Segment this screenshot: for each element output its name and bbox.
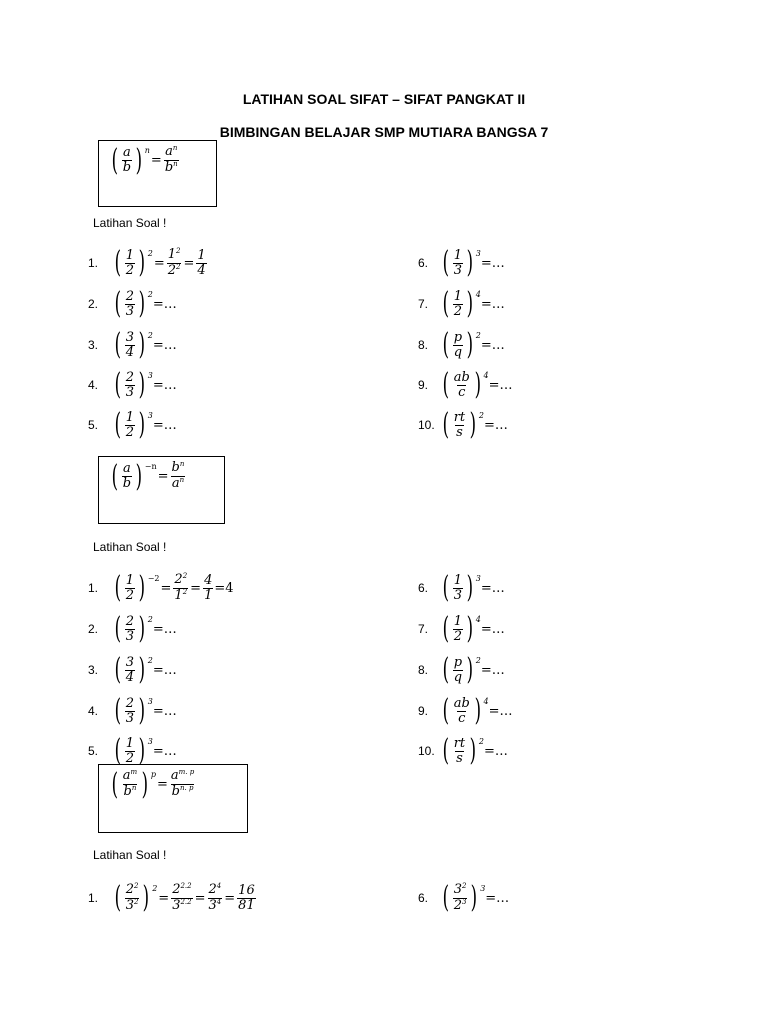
exercise-item: 4. ( $\frac{2}{3}$ ) 3 =… [88,693,177,728]
rule-formula: ( $\frac{a}{b}$ ) n = $\frac{a^n}{b^n}$ [111,142,178,178]
exercise-item: 2. ( $\frac{2}{3}$ ) 2 =… [88,611,177,646]
rule-box-power-of-quotient [98,140,217,207]
exercise-item: 1. ( $\frac{2^2}{3^2}$ ) 2 = $\frac{2^{2.2}}{3^{2.2}}$ = $\frac{2^4}{3^4}$ = $\frac{16}{81}$ [88,880,255,915]
exercise-item: 8. ( $\frac{p}{q}$ ) 2 =… [418,652,505,687]
exercise-item: 1. ( $\frac{1}{2}$ ) 2 = $\frac{1^2}{2^2}$ = $\frac{1}{4}$ [88,245,206,280]
page-title: LATIHAN SOAL SIFAT – SIFAT PANGKAT II [242,91,526,107]
exercise-item: 3. ( $\frac{3}{4}$ ) 2 =… [88,652,177,687]
exercise-item: 6. ( $\frac{1}{3}$ ) 3 =… [418,245,505,280]
exercise-item: 10. ( $\frac{rt}{s}$ ) 2 =… [418,733,508,768]
page-subtitle: BIMBINGAN BELAJAR SMP MUTIARA BANGSA 7 [219,124,549,140]
exercise-item: 4. ( $\frac{2}{3}$ ) 3 =… [88,367,177,402]
rule-formula: ( $\frac{a}{b}$ ) −n = $\frac{b^n}{a^n}$ [111,458,185,494]
exercise-item: 9. ( $\frac{ab}{c}$ ) 4 =… [418,693,513,728]
exercise-item: 5. ( $\frac{1}{2}$ ) 3 =… [88,407,177,442]
exercise-item: 8. ( $\frac{p}{q}$ ) 2 =… [418,327,505,362]
exercise-item: 7. ( $\frac{1}{2}$ ) 4 =… [418,611,505,646]
exercise-item: 3. ( $\frac{3}{4}$ ) 2 =… [88,327,177,362]
exercise-item: 1. ( $\frac{1}{2}$ ) −2 = $\frac{2^2}{1^2}$ = $\frac{4}{1}$ =4 [88,570,234,605]
rule-box-negative-exponent [98,456,225,524]
exercise-item: 6. ( $\frac{1}{3}$ ) 3 =… [418,570,505,605]
exercise-item: 10. ( $\frac{rt}{s}$ ) 2 =… [418,407,508,442]
exercise-item: 6. ( $\frac{3^2}{2^3}$ ) 3 =… [418,880,510,915]
exercise-item: 9. ( $\frac{ab}{c}$ ) 4 =… [418,367,513,402]
section-heading: Latihan Soal ! [93,848,167,862]
section-heading: Latihan Soal ! [93,540,167,554]
exercise-item: 7. ( $\frac{1}{2}$ ) 4 =… [418,286,505,321]
rule-formula: ( $\frac{a^m}{b^n}$ ) p = $\frac{a^{m. p}}{b^{n. p}}$ [111,766,195,802]
section-heading: Latihan Soal ! [93,216,167,230]
exercise-item: 2. ( $\frac{2}{3}$ ) 2 =… [88,286,177,321]
rule-box-power-of-powers [98,764,248,833]
exercise-item: 5. ( $\frac{1}{2}$ ) 3 =… [88,733,177,768]
